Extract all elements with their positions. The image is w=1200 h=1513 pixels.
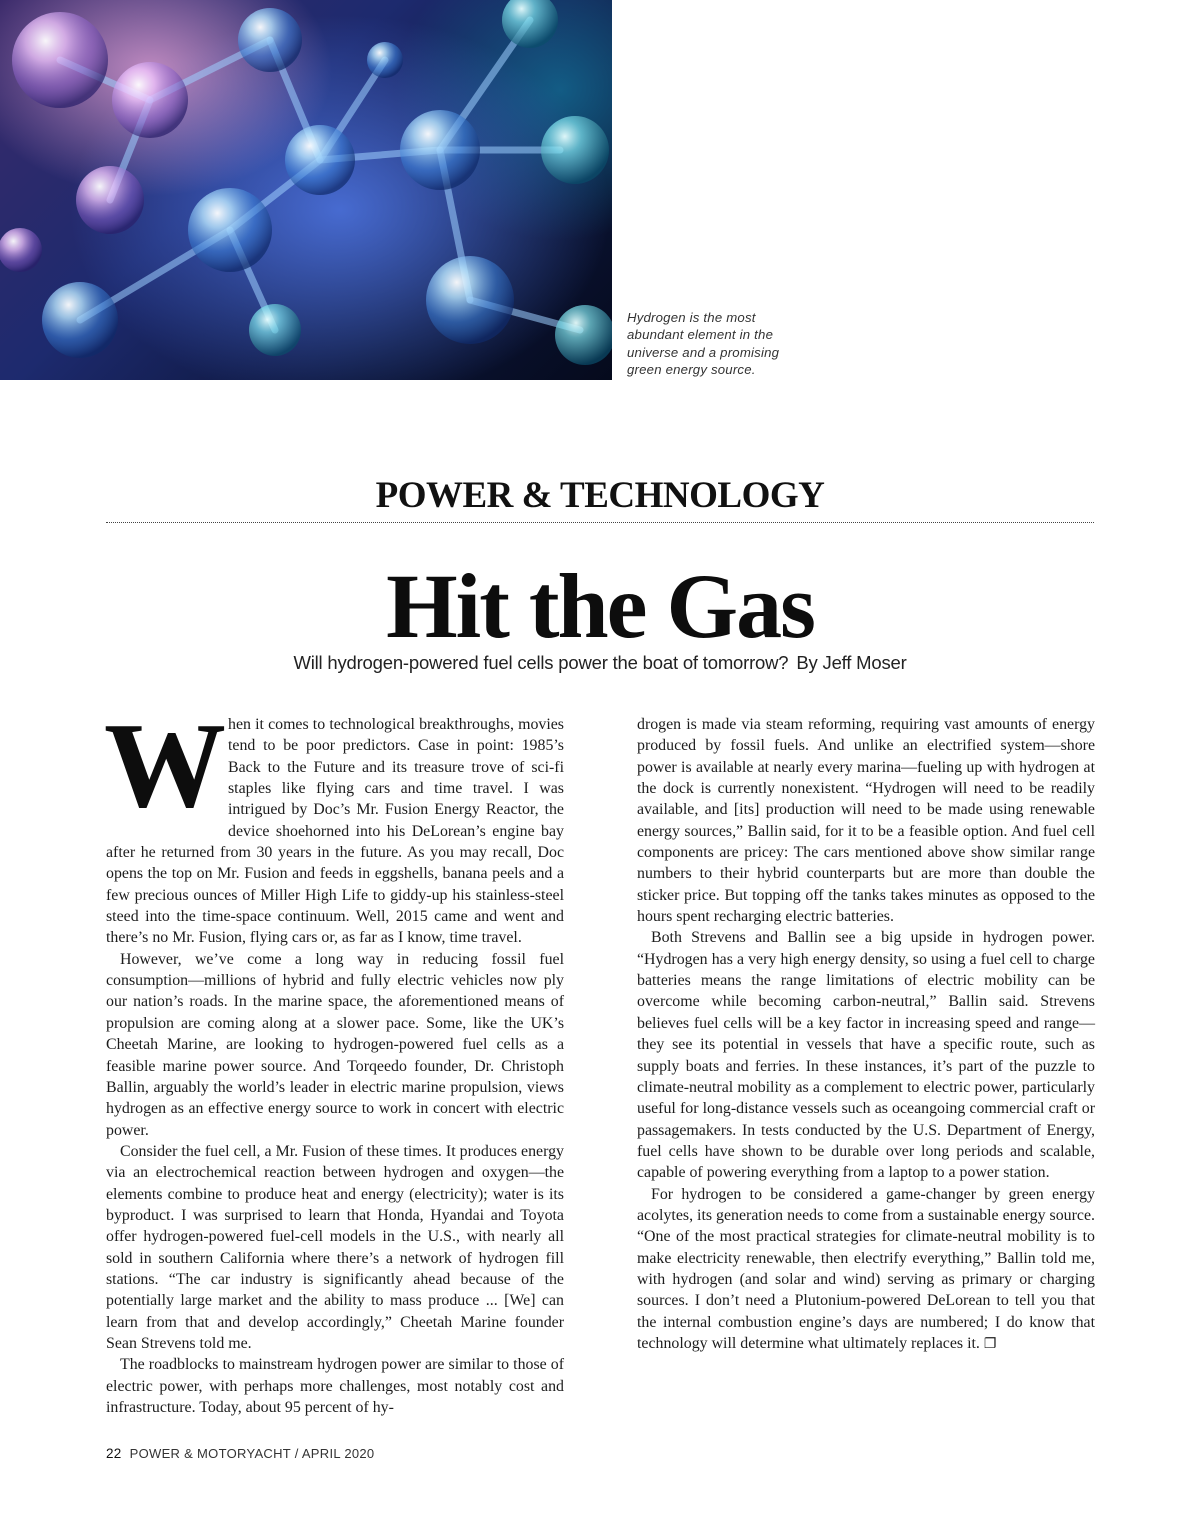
section-label: POWER & TECHNOLOGY	[375, 475, 825, 516]
body-column-right	[637, 714, 1095, 1355]
dek	[106, 650, 1094, 676]
photo-caption: Hydrogen is the most abundant element in the universe and a promising green energy source.	[627, 310, 780, 377]
byline: By Jeff Moser	[796, 652, 907, 673]
body-paragraph-text: hen it comes to technological breakthroughs, movies tend to be poor predictors. Case in point: 1985’s Back to the Future and its treasure trove of sci-fi staples like flying cars and time travel. I was intrigued by Doc’s Mr. Fusion Energy Reactor, the device shoehorned into his DeLorean’s engine bay after he returned from 30 years in the future. As you may recall, Doc opens the top on Mr. Fusion and feeds in eggshells, banana peels and a few precious ounces of Miller High Life to giddy-up his stainless-steel steed into the time-space continuum. Well, 2015 came and went and there’s no Mr. Fusion, flying cars or, as far as I know, time travel.	[106, 716, 564, 947]
body-column-left	[104, 698, 564, 1418]
page-number: 22	[106, 1446, 122, 1461]
molecule-illustration	[0, 0, 612, 380]
body-paragraph: Consider the fuel cell, a Mr. Fusion of these times. It produces energy via an electrochemical reaction between hydrogen and oxygen—the elements combine to produce heat and energy (electricity); water is its byproduct. I was surprised to learn that Honda, Hyandai and Toyota offer hydrogen-powered fuel-cell models in the U.S., with nearly all sold in southern California where there’s a network of hydrogen fill stations. “The car industry is significantly ahead because of the potentially large market and the ability to mass produce ... [We] can learn from that and develop accordingly,” Cheetah Marine founder Sean Strevens told me.	[106, 1142, 564, 1352]
body-paragraph	[637, 1184, 1095, 1356]
end-mark-icon: ❐	[983, 1336, 997, 1352]
body-paragraph	[104, 698, 564, 949]
headline: Hit the Gas	[386, 555, 814, 657]
body-paragraph: However, we’ve come a long way in reducing fossil fuel consumption—millions of hybrid and fully electric vehicles now ply our nation’s roads. In the marine space, the aforementioned means of propulsion are coming along at a slower pace. Some, like the UK’s Cheetah Marine, are looking to hydrogen-powered fuel cells as a feasible marine power source. And Torqeedo founder, Dr. Christoph Ballin, arguably the world’s leader in electric marine propulsion, views hydrogen as an effective energy source to work in concert with electric power.	[106, 950, 564, 1139]
body-paragraph: Both Strevens and Ballin see a big upside in hydrogen power. “Hydrogen has a very high energy density, so using a fuel cell to charge batteries means the range limitations of electric mobility can be overcome while becoming carbon-neutral,” Ballin said. Strevens believes fuel cells will be a key factor in increasing speed and range—they see its potential in vessels that have a specific route, such as supply boats and ferries. In these instances, it’s part of the puzzle to climate-neutral mobility as a complement to electric power, particularly useful for long-distance vessels such as oceangoing commercial craft or passagemakers. In tests conducted by the U.S. Department of Energy, fuel cells have shown to be durable over long periods and scalable, capable of powering everything from a laptop to a power station.	[637, 929, 1095, 1182]
drop-cap: W	[104, 698, 222, 833]
dotted-divider	[106, 522, 1094, 523]
dek-text: Will hydrogen-powered fuel cells power the boat of tomorrow?	[293, 652, 789, 673]
publication-line: POWER & MOTORYACHT / APRIL 2020	[129, 1446, 375, 1461]
page-footer	[106, 1446, 374, 1461]
body-paragraph: drogen is made via steam reforming, requiring vast amounts of energy produced by fossil fuels. And unlike an electrified system—shore power is available at nearly every marina—fueling up with hydrogen at the dock is currently nonexistent. “Hydrogen will need to be readily available, and [its] production will need to be made using renewable energy sources,” Ballin said, for it to be a feasible option. And fuel cell components are pricey: The cars mentioned above show similar range numbers to their hybrid counterparts but are more than double the sticker price. But topping off the tanks takes minutes as opposed to the hours spent recharging electric batteries.	[637, 716, 1095, 926]
hero-photo	[0, 0, 612, 380]
body-paragraph-text: For hydrogen to be considered a game-changer by green energy acolytes, its generation needs to come from a sustainable energy source. “One of the most practical strategies for climate-neutral mobility is to make electricity renewable, then electrify everything,” Ballin told me, with hydrogen (and solar and wind) serving as primary or charging sources. I don’t need a Plutonium-powered DeLorean to tell you that the internal combustion engine’s days are numbered; I do know that technology will determine what ultimately replaces it.	[637, 1185, 1095, 1352]
body-paragraph: The roadblocks to mainstream hydrogen power are similar to those of electric power, with perhaps more challenges, most notably cost and infrastructure. Today, about 95 percent of hy-	[106, 1356, 564, 1416]
